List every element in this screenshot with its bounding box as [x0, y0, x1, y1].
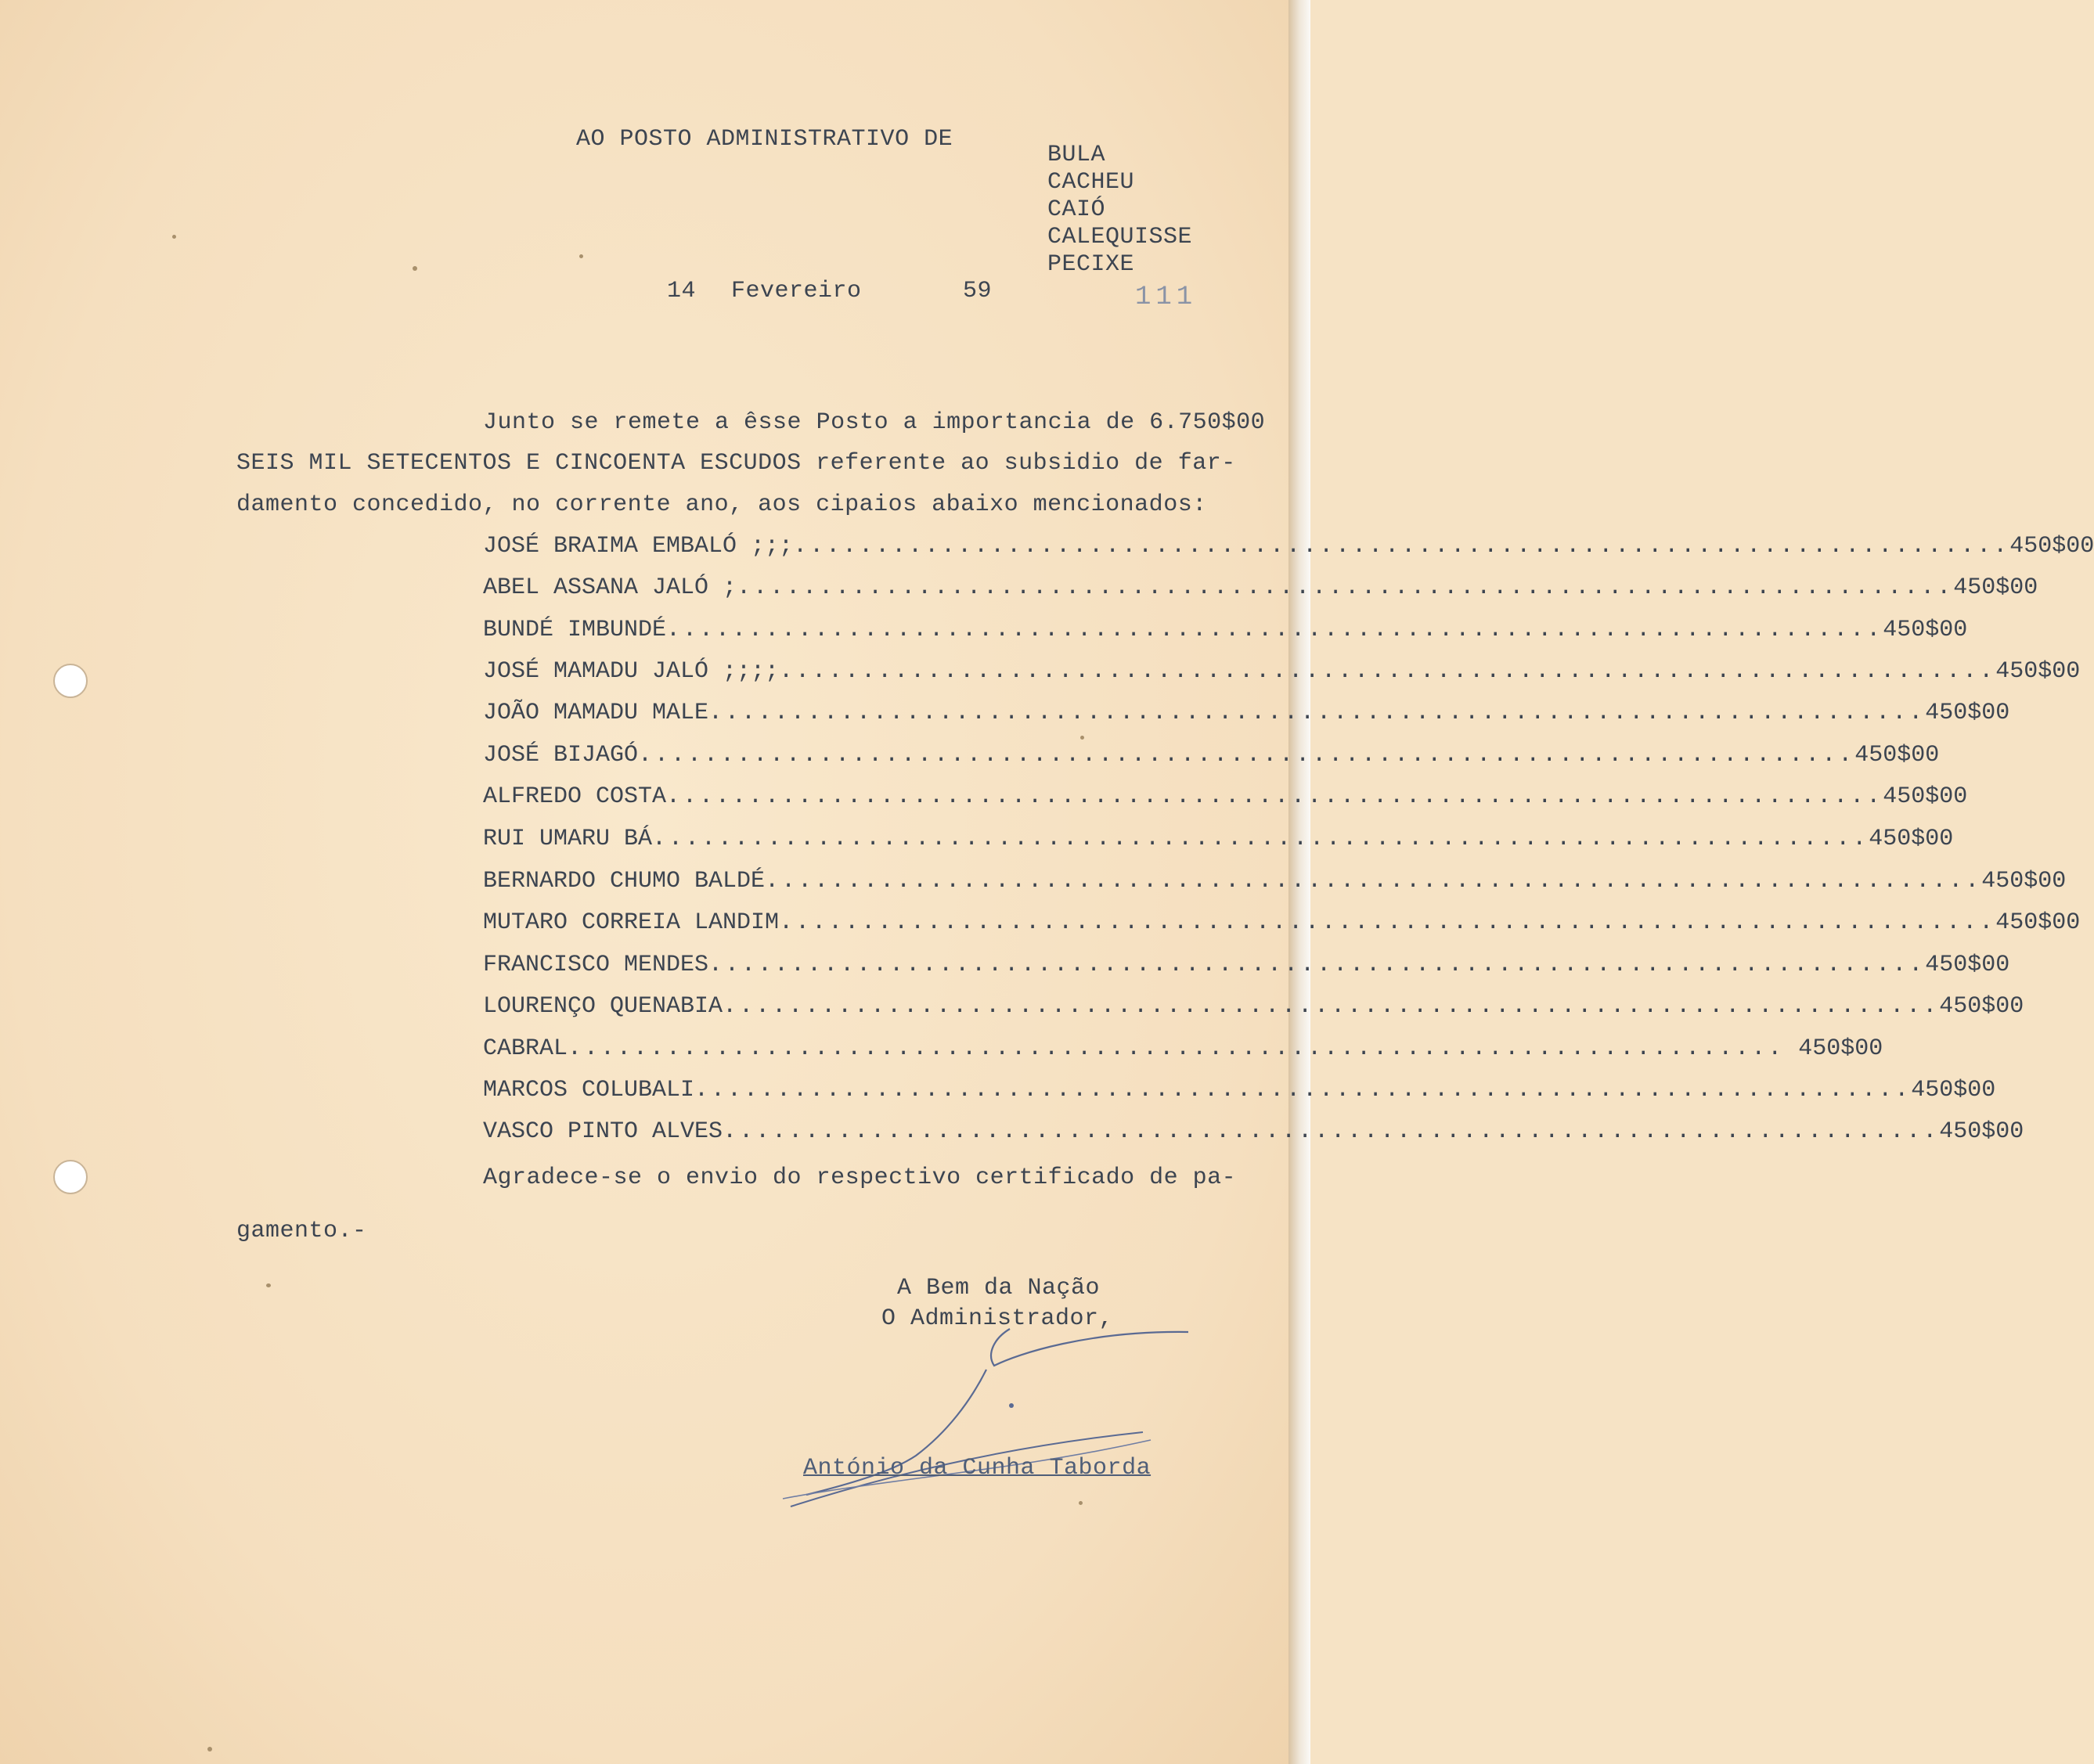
payee-name: JOÃO MAMADU MALE	[483, 700, 709, 726]
payee-name: ABEL ASSANA JALÓ ;	[483, 574, 737, 601]
payee-name: MUTARO CORREIA LANDIM	[483, 909, 780, 936]
payee-amount: 450$00	[1911, 1077, 1996, 1103]
payee-name: JOSÉ MAMADU JALÓ ;;;;	[483, 658, 780, 685]
payee-amount: 450$00	[2009, 533, 2094, 560]
paper-speck	[579, 254, 583, 258]
payee-row: JOSÉ BRAIMA EMBALÓ ;;; .......................................................................... 450$00	[483, 533, 2094, 560]
payee-row: VASCO PINTO ALVES .......................................................................... 450$00	[483, 1118, 2024, 1145]
payee-amount: 450$00	[1869, 826, 1954, 852]
paper-speck	[266, 1283, 271, 1287]
post-name: CACHEU	[1047, 169, 1135, 196]
payee-amount: 450$00	[1939, 993, 2024, 1020]
paper-speck	[207, 1747, 212, 1751]
payee-amount: 450$00	[1854, 742, 1940, 769]
payee-name: JOSÉ BIJAGÓ	[483, 742, 639, 769]
payee-amount: 450$00	[1925, 700, 2010, 726]
payee-name: FRANCISCO MENDES	[483, 952, 709, 978]
handwritten-signature	[759, 1323, 1198, 1510]
payee-row: JOSÉ MAMADU JALÓ ;;;; .......................................................................... 450$00	[483, 658, 2081, 685]
payee-name: BUNDÉ IMBUNDÉ	[483, 617, 667, 643]
date-month: Fevereiro	[731, 278, 862, 304]
payee-name: MARCOS COLUBALI	[483, 1077, 695, 1103]
payee-name: LOURENÇO QUENABIA	[483, 993, 723, 1020]
payee-row: RUI UMARU BÁ .......................................................................... 450$00	[483, 826, 1954, 852]
post-name: CALEQUISSE	[1047, 224, 1193, 250]
stamp-number: 111	[1135, 283, 1198, 312]
paper-speck	[172, 235, 176, 239]
body-line-3: damento concedido, no corrente ano, aos cipaios abaixo mencionados:	[236, 491, 1207, 518]
body-line-1: Junto se remete a êsse Posto a importancia de 6.750$00	[483, 409, 1266, 436]
signatory-name: António da Cunha Taborda	[803, 1455, 1152, 1481]
payee-row: FRANCISCO MENDES .......................................................................... 450$00	[483, 952, 2010, 978]
payee-row: ALFREDO COSTA .......................................................................... 450$00	[483, 783, 1968, 810]
signatory-role: O Administrador,	[881, 1305, 1114, 1332]
payee-name: CABRAL	[483, 1035, 568, 1062]
payee-row: MARCOS COLUBALI .......................................................................... 450$00	[483, 1077, 1996, 1103]
date-day: 14	[667, 278, 697, 304]
payee-row: BERNARDO CHUMO BALDÉ .......................................................................... 450$00	[483, 868, 2067, 895]
post-name: PECIXE	[1047, 251, 1135, 278]
payee-amount: 450$00	[1995, 658, 2081, 685]
paper-speck	[413, 266, 417, 271]
payee-row: CABRAL .......................................................................... 450$00	[483, 1035, 1883, 1062]
payee-amount: 450$00	[1995, 909, 2081, 936]
payee-name: ALFREDO COSTA	[483, 783, 667, 810]
addressee-line: AO POSTO ADMINISTRATIVO DE	[576, 126, 953, 153]
payee-amount: 450$00	[1883, 617, 1968, 643]
payee-amount: 450$00	[1883, 783, 1968, 810]
payee-name: BERNARDO CHUMO BALDÉ	[483, 868, 766, 895]
salutation: A Bem da Nação	[897, 1275, 1101, 1301]
paper-speck	[1080, 736, 1084, 740]
payee-name: VASCO PINTO ALVES	[483, 1118, 723, 1145]
payee-row: BUNDÉ IMBUNDÉ .......................................................................... 450$00	[483, 617, 1968, 643]
payee-amount: 450$00	[1939, 1118, 2024, 1145]
payee-row: LOURENÇO QUENABIA .......................................................................... 450$00	[483, 993, 2024, 1020]
payee-row: MUTARO CORREIA LANDIM .......................................................................... 450$00	[483, 909, 2081, 936]
payee-amount: 450$00	[1784, 1035, 1883, 1062]
closing-line-1: Agradece-se o envio do respectivo certificado de pa-	[483, 1165, 1237, 1191]
post-name: BULA	[1047, 142, 1106, 168]
payee-row: JOSÉ BIJAGÓ .......................................................................... 450$00	[483, 742, 1940, 769]
payee-row: ABEL ASSANA JALÓ ; .......................................................................... 450$00	[483, 574, 2038, 601]
payee-row: JOÃO MAMADU MALE .......................................................................... 450$00	[483, 700, 2010, 726]
payee-name: JOSÉ BRAIMA EMBALÓ ;;;	[483, 533, 794, 560]
punch-hole-top	[53, 664, 88, 698]
body-line-2: SEIS MIL SETECENTOS E CINCOENTA ESCUDOS referente ao subsidio de far-	[236, 450, 1236, 477]
payee-amount: 450$00	[1925, 952, 2010, 978]
post-name: CAIÓ	[1047, 196, 1106, 223]
closing-line-2: gamento.-	[236, 1218, 367, 1244]
payee-name: RUI UMARU BÁ	[483, 826, 653, 852]
punch-hole-bottom	[53, 1160, 88, 1194]
payee-amount: 450$00	[1981, 868, 2067, 895]
payee-amount: 450$00	[1953, 574, 2038, 601]
date-year: 59	[963, 278, 993, 304]
